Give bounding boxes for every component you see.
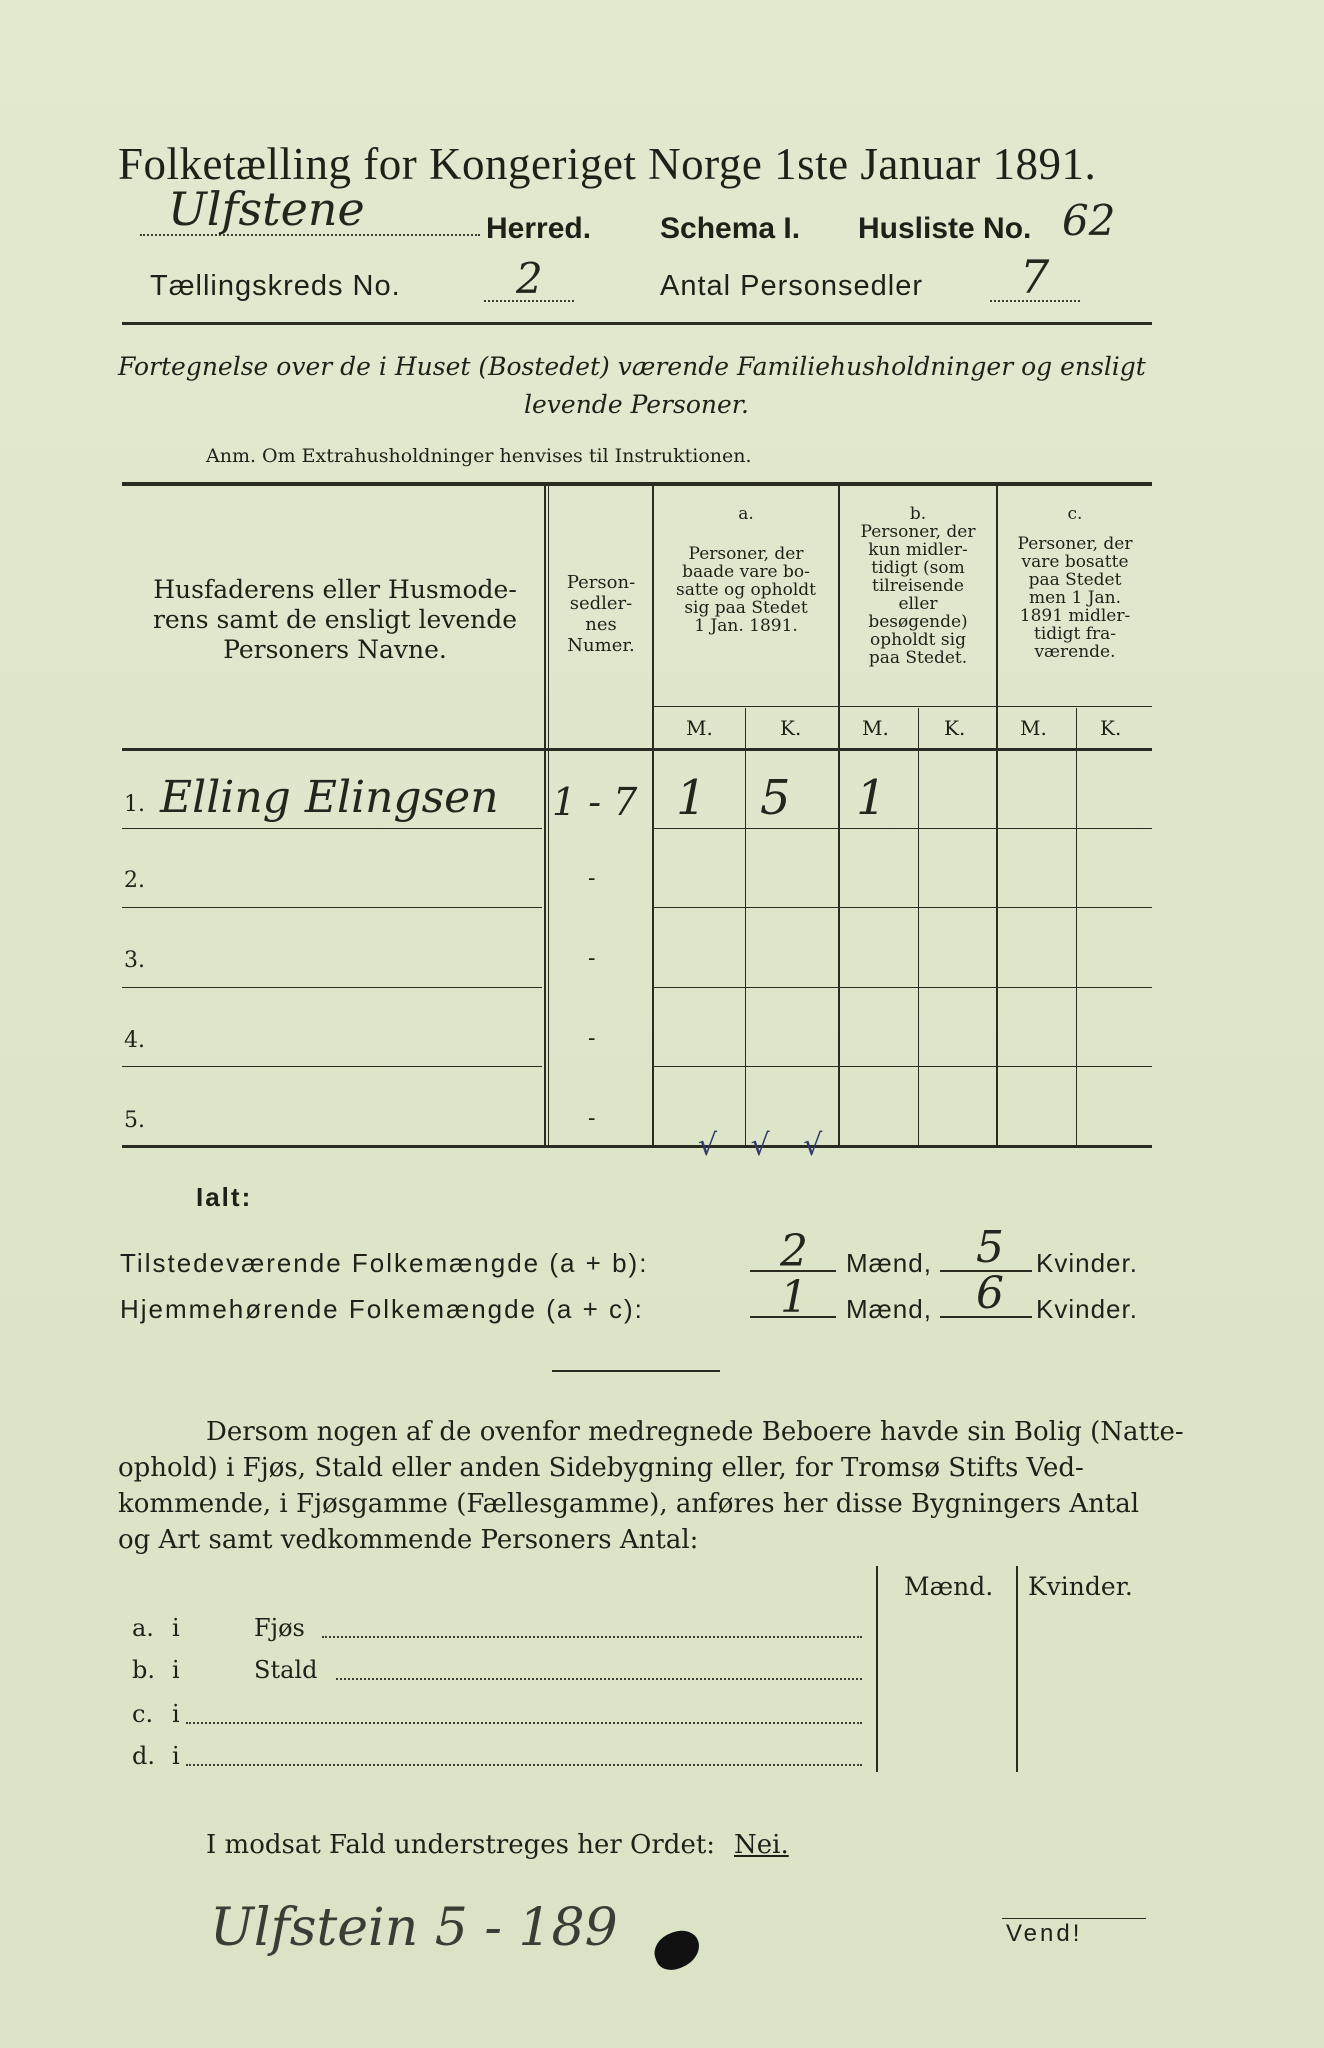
row-4-number: 4. — [124, 1028, 145, 1053]
tilstede-k-value: 5 — [976, 1222, 1004, 1273]
signature: Ulfstein 5 - 189 — [210, 1898, 618, 1958]
c-m-label: M. — [1020, 716, 1047, 740]
building-b-dots — [336, 1674, 862, 1680]
tilstede-kvinder: Kvinder. — [1036, 1248, 1138, 1278]
building-b-i: i — [172, 1656, 180, 1684]
building-b-letter: b. — [132, 1656, 155, 1684]
vend-rule — [1002, 1918, 1146, 1919]
building-a-letter: a. — [132, 1614, 154, 1642]
husliste-label: Husliste No. — [858, 212, 1032, 245]
col-a-header: a. Personer, der baade vare bo- satte og opholdt sig paa Stedet 1 Jan. 1891. — [676, 504, 816, 636]
buildings-divider-2 — [1016, 1566, 1018, 1772]
row-rule-2 — [122, 907, 542, 908]
kreds-value: 2 — [516, 254, 543, 303]
row-rule-1r — [652, 828, 1152, 829]
modsat-text: I modsat Fald understreges her Ordet: — [206, 1830, 716, 1860]
building-d-letter: d. — [132, 1742, 155, 1770]
row-1-num: 1 - 7 — [552, 780, 638, 824]
a-m-label: M. — [686, 716, 713, 740]
form-title: Folketælling for Kongeriget Norge 1ste Januar 1891. — [118, 139, 1097, 189]
building-c-i: i — [172, 1700, 180, 1728]
herred-label: Herred. — [486, 212, 592, 245]
tilstede-maend: Mænd, — [846, 1248, 932, 1278]
anm-note: Anm. Om Extrahusholdninger henvises til Instruktionen. — [206, 445, 752, 467]
col-divider-4 — [996, 484, 998, 1146]
antal-label: Antal Personsedler — [660, 270, 924, 302]
ak-divider — [745, 708, 746, 1146]
row-2-number: 2. — [124, 868, 145, 893]
building-d-dots — [186, 1760, 862, 1766]
row-5-num: - — [588, 1106, 596, 1131]
building-c-letter: c. — [132, 1700, 154, 1728]
c-k-label: K. — [1100, 716, 1122, 740]
building-d-i: i — [172, 1742, 180, 1770]
col-b-header: b. Personer, der kun midler- tidigt (som tilreisende eller besøgende) opholdt sig paa Stedet. — [860, 504, 976, 668]
row-1-a-k: 5 — [760, 770, 791, 826]
building-c-dots — [186, 1718, 862, 1724]
building-a-i: i — [172, 1614, 180, 1642]
subtitle-line1: Fortegnelse over de i Huset (Bostedet) værende Familiehusholdninger og ensligt — [118, 352, 1146, 381]
building-a-name: Fjøs — [254, 1614, 305, 1642]
vend-label: Vend! — [1006, 1920, 1083, 1947]
row-4-num: - — [588, 1026, 596, 1051]
col-c-header: c. Personer, der vare bosatte paa Stedet men 1 Jan. 1891 midler- tidigt fra- værende. — [1017, 504, 1133, 662]
kreds-label: Tællingskreds No. — [150, 270, 401, 302]
ink-blot — [649, 1925, 705, 1975]
bk-divider — [918, 708, 919, 1146]
hjemme-label: Hjemmehørende Folkemængde (a + c): — [120, 1294, 644, 1324]
mk-rule — [652, 706, 1152, 707]
building-a-dots — [322, 1632, 862, 1638]
paragraph-line1: Dersom nogen af de ovenfor medregnede Beboere havde sin Bolig (Natte- — [206, 1417, 1184, 1447]
tilstede-label: Tilstedeværende Folkemængde (a + b): — [120, 1248, 649, 1278]
tilstede-m-value: 2 — [780, 1226, 808, 1277]
ialt-label: Ialt: — [196, 1182, 253, 1212]
row-rule-3r — [652, 987, 1152, 988]
row-1-a-m: 1 — [676, 770, 707, 826]
schema-label: Schema I. — [660, 212, 801, 245]
hjemme-k-value: 6 — [976, 1268, 1004, 1319]
subtitle-line2: levende Personer. — [524, 390, 749, 419]
col-divider-1 — [544, 484, 546, 1146]
row-3-num: - — [588, 946, 596, 971]
hjemme-kvinder: Kvinder. — [1036, 1294, 1138, 1324]
col-names-header: Husfaderens eller Husmode- rens samt de ensligt levende Personers Navne. — [152, 575, 518, 664]
header-rule — [122, 322, 1152, 325]
section-divider — [552, 1370, 720, 1372]
col-divider-2 — [652, 484, 654, 1146]
row-rule-2r — [652, 907, 1152, 908]
col-divider-3 — [838, 484, 840, 1146]
hjemme-maend: Mænd, — [846, 1294, 932, 1324]
hjemme-m-value: 1 — [780, 1272, 808, 1323]
ck-divider — [1076, 708, 1077, 1146]
paragraph-line3: kommende, i Fjøsgamme (Fællesgamme), anføres her disse Bygningers Antal — [118, 1489, 1140, 1519]
herred-value: Ulfstene — [168, 182, 365, 236]
b-k-label: K. — [944, 716, 966, 740]
paragraph-line2: ophold) i Fjøs, Stald eller anden Sidebygning eller, for Tromsø Stifts Ved- — [118, 1453, 1084, 1483]
buildings-divider-1 — [876, 1566, 878, 1772]
row-rule-4 — [122, 1066, 542, 1067]
row-rule-3 — [122, 987, 542, 988]
paragraph-line4: og Art samt vedkommende Personers Antal: — [118, 1525, 699, 1555]
checkmarks: √ √ √ — [698, 1128, 835, 1163]
row-rule-1 — [122, 828, 542, 829]
a-k-label: K. — [780, 716, 802, 740]
husliste-value: 62 — [1062, 196, 1116, 245]
antal-value: 7 — [1020, 250, 1050, 304]
building-b-name: Stald — [254, 1656, 318, 1684]
buildings-maend-header: Mænd. — [904, 1572, 994, 1601]
row-3-number: 3. — [124, 948, 145, 973]
row-1-name: Elling Elingsen — [160, 772, 499, 823]
row-1-number: 1. — [124, 792, 145, 817]
buildings-kvinder-header: Kvinder. — [1028, 1572, 1133, 1601]
b-m-label: M. — [862, 716, 889, 740]
row-1-b-m: 1 — [856, 770, 887, 826]
col-divider-1b — [548, 484, 549, 1146]
nei-word: Nei. — [734, 1830, 789, 1860]
col-num-header: Person- sedler- nes Numer. — [566, 572, 636, 656]
row-rule-4r — [652, 1066, 1152, 1067]
row-2-num: - — [588, 866, 596, 891]
row-5-number: 5. — [124, 1108, 145, 1133]
